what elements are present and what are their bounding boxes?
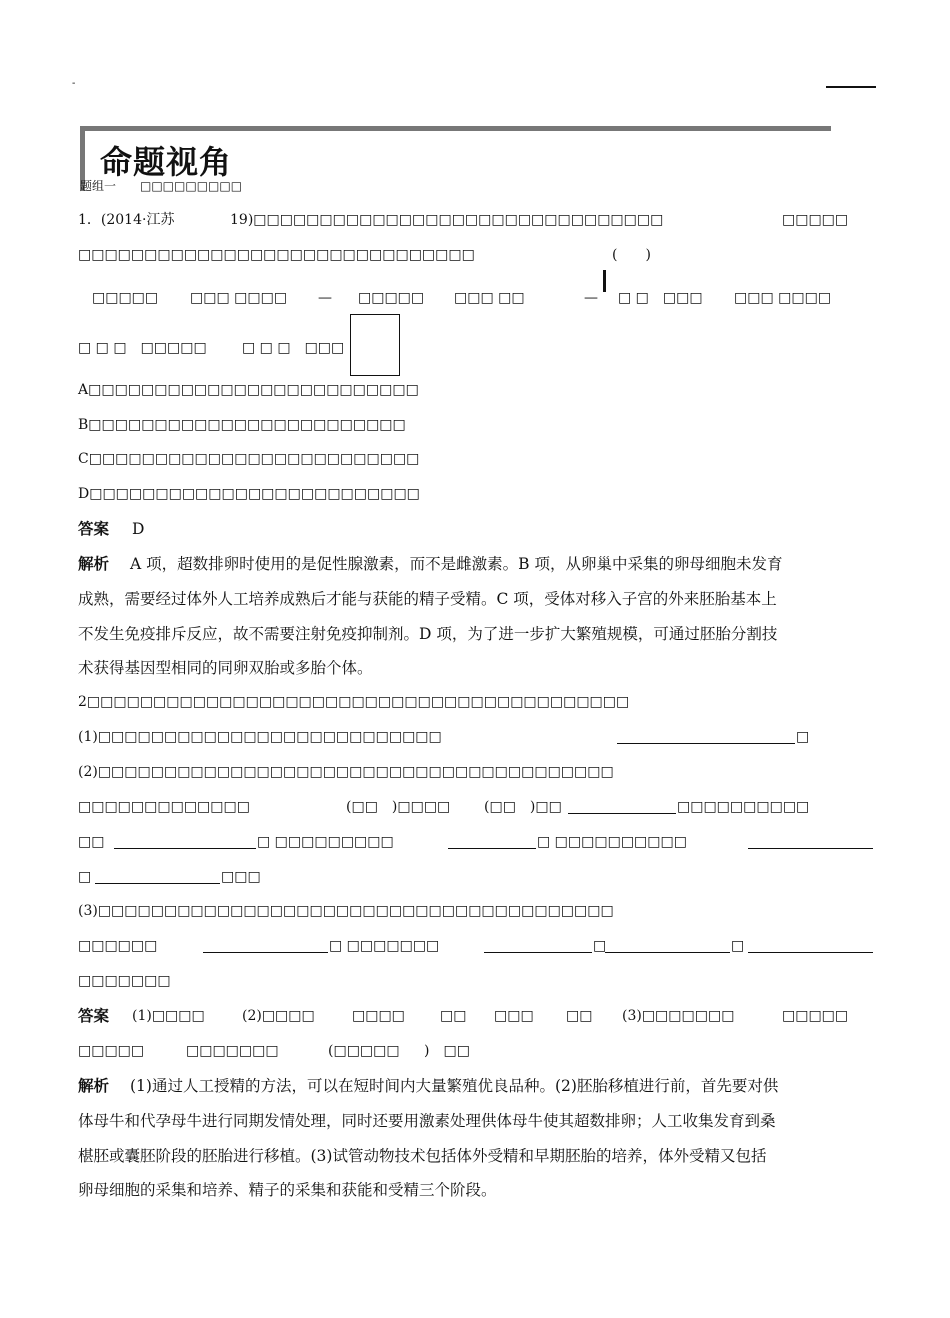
- answer-blank[interactable]: [605, 938, 730, 953]
- q1-option-a: A□□□□□□□□□□□□□□□□□□□□□□□□□: [78, 382, 419, 398]
- q2-analysis-line-2: 体母牛和代孕母牛进行同期发情处理，同时还要用激素处理供体母牛使其超数排卵；人工收集发育到桑: [78, 1112, 776, 1130]
- q1-option-d: D□□□□□□□□□□□□□□□□□□□□□□□□□: [78, 486, 420, 502]
- q2-part3-line2-b: □ □□□□□□□: [329, 938, 440, 954]
- q2-answer-item-3: □□□□: [352, 1008, 405, 1024]
- answer-blank[interactable]: [748, 938, 873, 953]
- q1-analysis-line-2: 成熟，需要经过体外人工培养成熟后才能与获能的精子受精。C 项，受体对移入子宫的外来胚胎基本上: [78, 590, 777, 608]
- answer-blank[interactable]: [568, 799, 676, 814]
- q1-analysis-line-1: A 项，超数排卵时使用的是促性腺激素，而不是雌激素。B 项，从卵巢中采集的卵母细胞未发育: [130, 555, 783, 573]
- answer-blank[interactable]: [617, 729, 795, 744]
- q2-part2-line3-b: □ □□□□□□□□□: [257, 834, 394, 850]
- q1-paren: ( ): [612, 247, 651, 263]
- section-title: 命题视角: [100, 143, 233, 181]
- section-subtitle: 题组一 □□□□□□□□□: [80, 179, 243, 193]
- q2-stem: 2□□□□□□□□□□□□□□□□□□□□□□□□□□□□□□□□□□□□□□□□□: [78, 694, 630, 710]
- q2-part3-line2-a: □□□□□□: [78, 938, 158, 954]
- flow-arrow-1: —: [318, 290, 332, 306]
- q2-part2-line4-a: □: [78, 869, 92, 885]
- q1-line1-end: □□□□□: [782, 212, 849, 228]
- top-left-mark: -: [72, 78, 76, 89]
- flow-step-2: □□□ □□□□: [190, 290, 288, 306]
- q2-answer-item-4: □□: [440, 1008, 467, 1024]
- q2-answer-item-7: (3)□□□□□□□: [622, 1008, 735, 1024]
- q2-part2: (2)□□□□□□□□□□□□□□□□□□□□□□□□□□□□□□□□□□□□□□□: [78, 764, 614, 780]
- q1-analysis-label: 解析: [78, 555, 110, 573]
- flow-step-5: □ □ □□□: [618, 290, 703, 306]
- q2-analysis-line-4: 卵母细胞的采集和培养、精子的采集和获能和受精三个阶段。: [78, 1181, 497, 1199]
- flow-step-1: □□□□□: [92, 290, 159, 306]
- flow-step-4: □□□ □□: [454, 290, 525, 306]
- q2-answer-item-8: □□□□□: [782, 1008, 849, 1024]
- q2-part1: (1)□□□□□□□□□□□□□□□□□□□□□□□□□□: [78, 729, 442, 745]
- q1-line1-mid: 19)□□□□□□□□□□□□□□□□□□□□□□□□□□□□□□□: [230, 212, 664, 228]
- answer-blank[interactable]: [114, 834, 256, 849]
- q2-answer-item-10: □□□□□□□: [186, 1043, 279, 1059]
- q2-part3-line2-d: □: [731, 938, 745, 954]
- q2-answer-item-9: □□□□□: [78, 1043, 145, 1059]
- answer-blank[interactable]: [203, 938, 328, 953]
- q2-part2-line4-b: □□□: [221, 869, 261, 885]
- q2-part2-line2-c: (□□ )□□: [484, 799, 562, 815]
- answer-blank[interactable]: [484, 938, 592, 953]
- flow-step-6: □□□ □□□□: [734, 290, 832, 306]
- answer-blank[interactable]: [95, 869, 220, 884]
- q2-part2-line2-a: □□□□□□□□□□□□□: [78, 799, 250, 815]
- q2-answer-item-11: (□□□□□: [328, 1043, 400, 1059]
- q2-answer-item-2: (2)□□□□: [242, 1008, 315, 1024]
- q2-analysis-line-3: 椹胚或囊胚阶段的胚胎进行移植。(3)试管动物技术包括体外受精和早期胚胎的培养，体外受精又包括: [78, 1147, 767, 1165]
- q1-analysis-line-3: 不发生免疫排斥反应，故不需要注射免疫抑制剂。D 项，为了进一步扩大繁殖规模，可通过胚胎分割技: [78, 625, 778, 643]
- q1-answer-label: 答案: [78, 520, 110, 538]
- q2-answer-item-12: ) □□: [424, 1043, 470, 1059]
- q2-analysis-label: 解析: [78, 1077, 110, 1095]
- flow-step-3: □□□□□: [358, 290, 425, 306]
- q2-analysis-line-1: (1)通过人工授精的方法，可以在短时间内大量繁殖优良品种。(2)胚胎移植进行前，首先要对供: [130, 1077, 779, 1095]
- q2-answer-item-6: □□: [566, 1008, 593, 1024]
- q2-part2-line3-c: □ □□□□□□□□□□: [537, 834, 687, 850]
- q2-answer-item-1: (1)□□□□: [132, 1008, 205, 1024]
- flow-arrow-2: —: [584, 290, 598, 306]
- flow-box: [350, 314, 400, 376]
- q2-part3-line3: □□□□□□□: [78, 973, 171, 989]
- q1-analysis-line-4: 术获得基因型相同的同卵双胎或多胎个体。: [78, 659, 373, 677]
- q2-answer-label: 答案: [78, 1007, 110, 1025]
- answer-blank[interactable]: [748, 834, 873, 849]
- q1-option-b: B□□□□□□□□□□□□□□□□□□□□□□□□: [78, 417, 406, 433]
- flow-step-7: □ □ □ □□□□□: [78, 340, 207, 356]
- q1-answer-value: D: [132, 520, 145, 538]
- answer-blank[interactable]: [448, 834, 536, 849]
- q2-answer-item-5: □□□: [494, 1008, 534, 1024]
- q2-part3: (3)□□□□□□□□□□□□□□□□□□□□□□□□□□□□□□□□□□□□□□□: [78, 903, 614, 919]
- q2-part1-end: □: [796, 729, 810, 745]
- q1-line1-start: 1．(2014·江苏: [78, 212, 175, 228]
- flow-step-8: □ □ □ □□□: [242, 340, 345, 356]
- q2-part2-line2-d: □□□□□□□□□□: [677, 799, 810, 815]
- q1-line2: □□□□□□□□□□□□□□□□□□□□□□□□□□□□□□: [78, 247, 475, 263]
- q2-part2-line2-b: (□□ )□□□□: [346, 799, 451, 815]
- q1-flow-marker: [603, 270, 606, 292]
- q2-part3-line2-c: □: [593, 938, 607, 954]
- q2-part2-line3-a: □□: [78, 834, 105, 850]
- top-right-rule: [826, 86, 876, 88]
- q1-option-c: C□□□□□□□□□□□□□□□□□□□□□□□□□: [78, 451, 420, 467]
